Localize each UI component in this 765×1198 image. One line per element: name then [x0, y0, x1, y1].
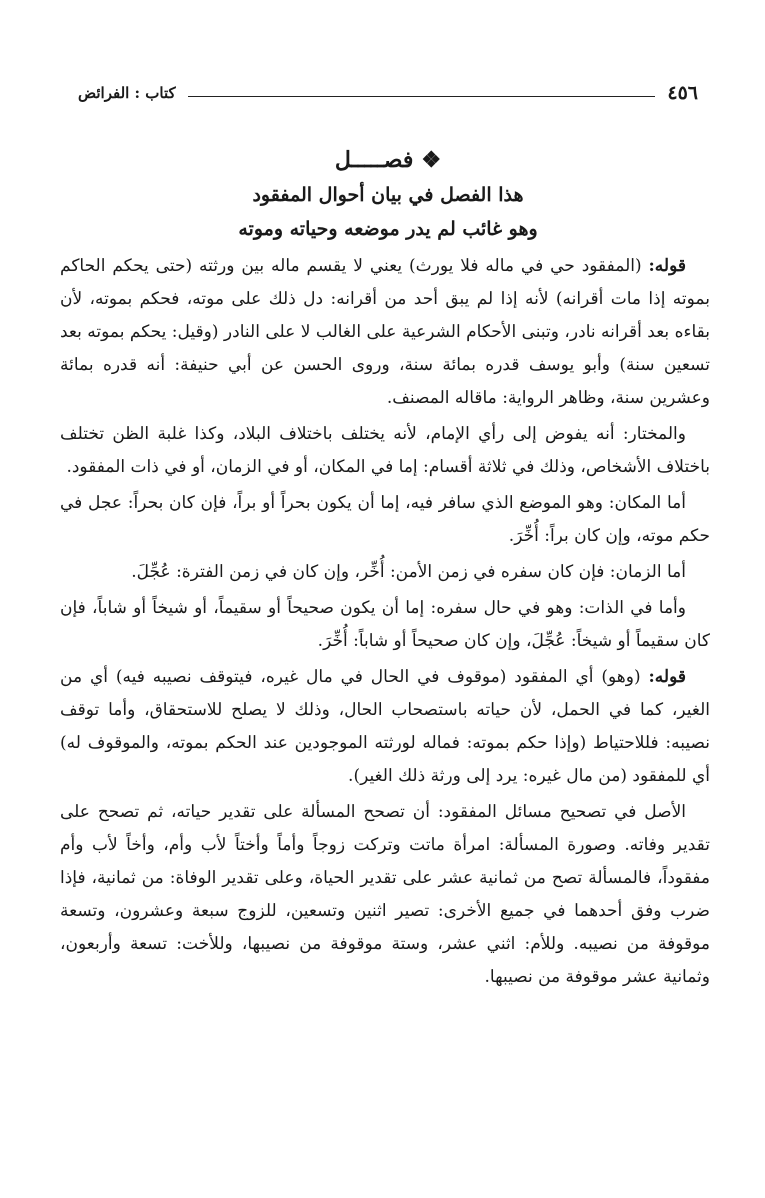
- lead-word: قوله:: [648, 667, 686, 687]
- ornament-icon: ❖: [421, 147, 442, 173]
- fasl-label: فصـــــل: [334, 147, 414, 173]
- paragraph-6: [60, 661, 710, 793]
- page-header: [78, 78, 698, 108]
- header-rule: [188, 96, 656, 97]
- paragraph-text: الأصل في تصحيح مسائل المفقود: أن تصحح المسألة على تقدير حياته، ثم تصحح على تقدير وفاته. وصورة المسألة: امرأة ماتت وتركت زوجاً وأماً وأختاً لأب وأم، وأخاً لأب وأم مفقوداً، فالمسألة تصح من ثمانية عشر على تقدير الحياة، وعلى تقدير الوفاة: من ثمانية، فإذا ضرب وفق أحدهما في جميع الأخرى: تصير اثنين وتسعين، للزوج سبعة وعشرون، وتسعة موقوفة من نصيبه. وللأم: اثني عشر، وستة موقوفة من نصيبها، وللأخت: تسعة وأربعون، وثمانية عشر موقوفة من نصيبها.: [60, 802, 710, 987]
- heading-line-1: هذا الفصل في بيان أحوال المفقود: [252, 184, 524, 206]
- lead-word: قوله:: [648, 256, 686, 276]
- page-number: ٤٥٦: [667, 82, 698, 104]
- paragraph-text: (وهو) أي المفقود (موقوف في الحال في مال غيره، فيتوقف نصيبه فيه) أي من الغير، كما في الحمل، لأن حياته باستصحاب الحال، وذلك لا يصلح للاستحقاق، وأما توقف نصيبه: فللاحتياط (وإذا حكم بموته: فماله لورثته الموجودين عند الحكم بموته، والموقوف له) أي للمفقود (من مال غيره: يرد إلى ورثة ذلك الغير).: [60, 667, 710, 786]
- paragraph-text: أما المكان: وهو الموضع الذي سافر فيه، إما أن يكون بحراً أو براً، فإن كان بحراً: عجل في حكم موته، وإن كان براً: أُخِّرَ.: [60, 493, 710, 546]
- paragraph-5: [60, 592, 710, 658]
- section-heading: [78, 142, 698, 246]
- paragraph-4: [60, 556, 710, 589]
- paragraph-text: (المفقود حي في ماله فلا يورث) يعني لا يقسم ماله بين ورثته (حتى يحكم الحاكم بموته إذا مات أقرانه) لأنه إذا لم يبق أحد من أقرانه: دل ذلك على موته، فحكم بموته، لأن بقاءه بعد أقرانه نادر، وتبنى الأحكام الشرعية على الغالب لا على النادر (وقيل: يحكم بموته بعد تسعين سنة) وأبو يوسف قدره بمائة سنة، وروى الحسن عن أبي حنيفة: أنه قدره بمائة وعشرين سنة، وظاهر الرواية: ماقاله المصنف.: [60, 256, 710, 408]
- heading-line-2: وهو غائب لم يدر موضعه وحياته وموته: [238, 218, 538, 240]
- body-text: [60, 250, 710, 997]
- paragraph-text: أما الزمان: فإن كان سفره في زمن الأمن: أُخِّر، وإن كان في زمن الفترة: عُجِّلَ.: [131, 562, 686, 582]
- running-title: كتاب : الفرائض: [78, 84, 176, 102]
- paragraph-3: [60, 487, 710, 553]
- paragraph-text: والمختار: أنه يفوض إلى رأي الإمام، لأنه يختلف باختلاف البلاد، وكذا غلبة الظن تختلف باختلاف الأشخاص، وذلك في ثلاثة أقسام: إما في المكان، أو في الزمان، أو في ذات المفقود.: [60, 424, 710, 477]
- paragraph-1: [60, 250, 710, 415]
- paragraph-2: [60, 418, 710, 484]
- fasl-title: [78, 142, 698, 178]
- paragraph-7: [60, 796, 710, 994]
- paragraph-text: وأما في الذات: وهو في حال سفره: إما أن يكون صحيحاً أو سقيماً، أو شيخاً أو شاباً، فإن كان سقيماً أو شيخاً: عُجِّلَ، وإن كان صحيحاً أو شاباً: أُخِّرَ.: [60, 598, 710, 651]
